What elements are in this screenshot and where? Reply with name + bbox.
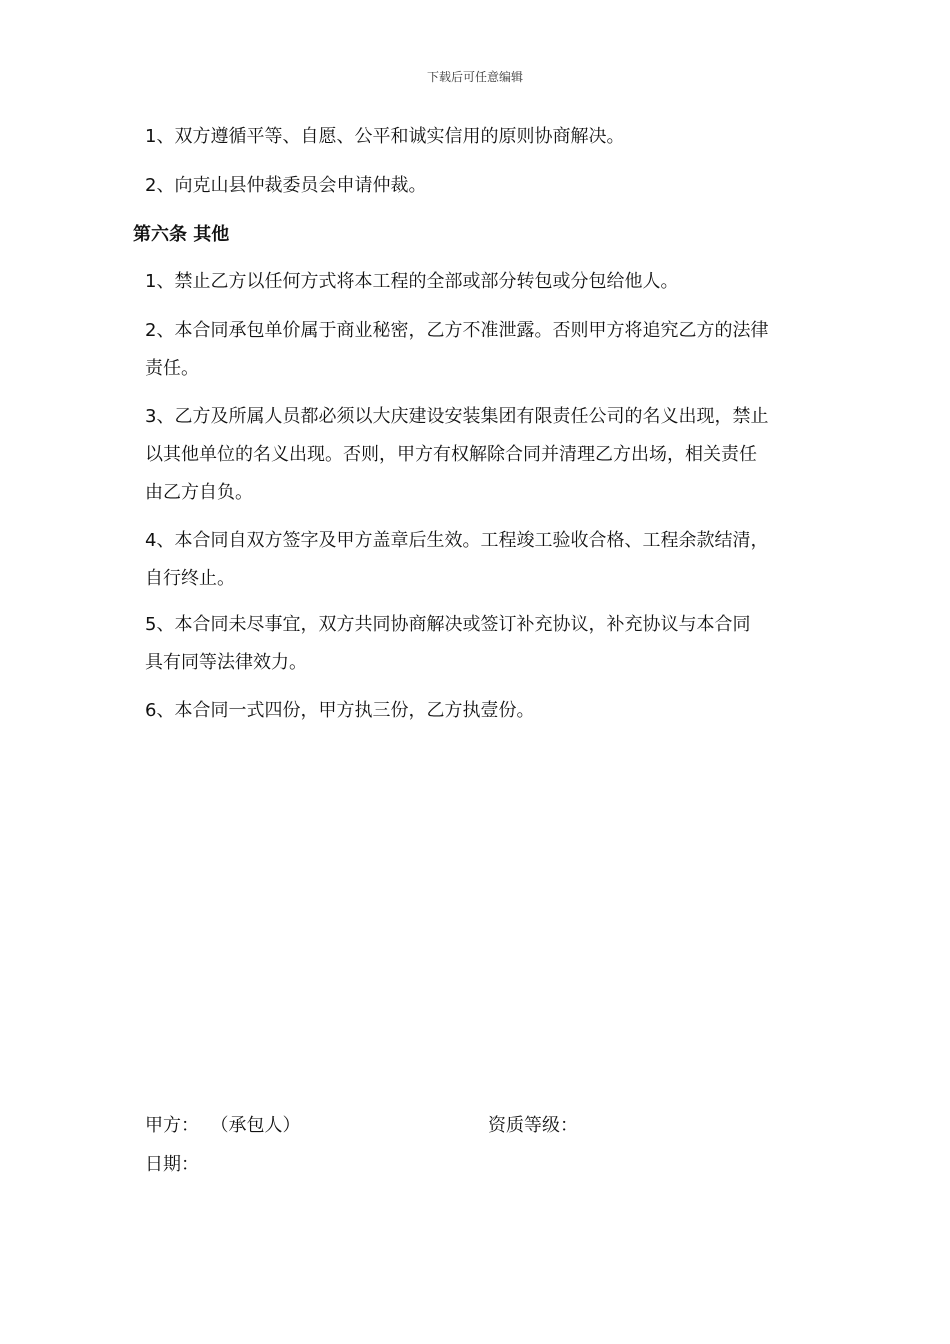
section-6-item-2-line-1: 2、本合同承包单价属于商业秘密，乙方不准泄露。否则甲方将追究乙方的法律: [145, 320, 769, 341]
date-label: 日期：: [145, 1154, 199, 1175]
dispute-item-2: 2、向克山县仲裁委员会申请仲裁。: [145, 175, 427, 196]
page-header: 下载后可任意编辑: [426, 70, 523, 84]
party-a-label: 甲方： （承包人）: [145, 1115, 301, 1136]
section-6-item-4-line-2: 自行终止。: [145, 568, 235, 589]
section-6-item-3-line-3: 由乙方自负。: [145, 482, 253, 503]
section-6-item-2-line-2: 责任。: [145, 358, 199, 379]
qualification-label: 资质等级：: [488, 1115, 578, 1136]
section-6-item-5-line-2: 具有同等法律效力。: [145, 652, 307, 673]
section-6-item-3-line-1: 3、乙方及所属人员都必须以大庆建设安装集团有限责任公司的名义出现，禁止: [145, 406, 769, 427]
dispute-item-1: 1、双方遵循平等、自愿、公平和诚实信用的原则协商解决。: [145, 126, 625, 147]
section-6-item-4-line-1: 4、本合同自双方签字及甲方盖章后生效。工程竣工验收合格、工程余款结清，: [145, 530, 769, 551]
section-6-item-3-line-2: 以其他单位的名义出现。否则，甲方有权解除合同并清理乙方出场，相关责任: [145, 444, 757, 465]
section-6-title: 第六条 其他: [133, 224, 230, 245]
section-6-item-1: 1、禁止乙方以任何方式将本工程的全部或部分转包或分包给他人。: [145, 271, 679, 292]
section-6-item-5-line-1: 5、本合同未尽事宜，双方共同协商解决或签订补充协议，补充协议与本合同: [145, 614, 751, 635]
section-6-item-6: 6、本合同一式四份，甲方执三份，乙方执壹份。: [145, 700, 535, 721]
